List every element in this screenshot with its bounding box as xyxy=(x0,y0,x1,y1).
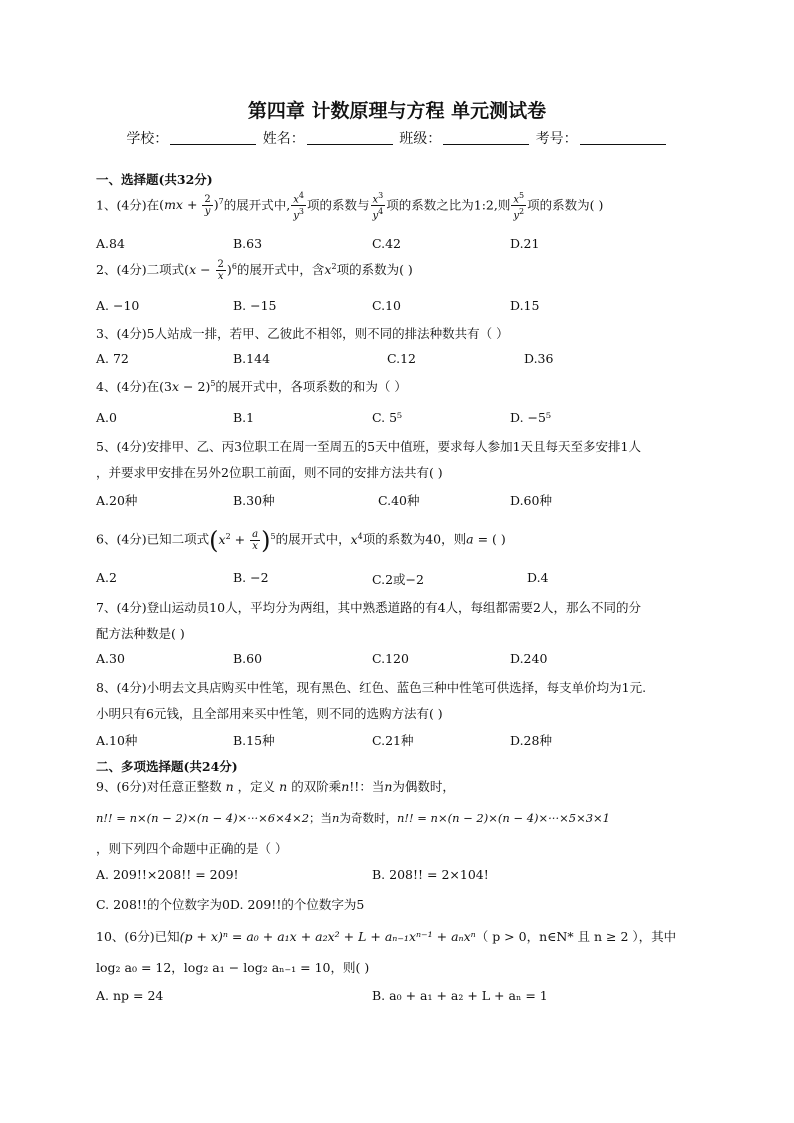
question-1: 1、(4分)在(mx + $\frac{2}{y}$ )$^7$的展开式中, $\frac{x^4}{y^3}$ 项的系数与 $\frac{x^3}{y^4}$ 项的系数之比为1:2,则 $\frac{x^5}{y^2}$ 项的系数为( ) xyxy=(96,191,604,222)
math-frac: $\frac{x^4}{y^3}$ xyxy=(293,191,304,222)
student-info-line xyxy=(0,128,794,148)
question-10-line2: log₂ a₀ = 12，log₂ a₁ − log₂ aₙ₋₁ = 10，则( ) xyxy=(96,960,370,975)
question-5-line2: ，并要求甲安排在另外2位职工前面，则不同的安排方法共有( ) xyxy=(96,465,443,480)
option-a[interactable]: A.2 xyxy=(96,570,117,585)
option-b[interactable]: B. −2 xyxy=(233,570,269,585)
option-b[interactable]: B.30种 xyxy=(233,493,275,508)
option-a[interactable]: A. 209!!×208!! = 209! xyxy=(96,867,239,882)
question-6: 6、(4分)已知二项式($x^2$ + $\frac{a}{x}$ )$^5$的展开式中，$x^4$项的系数为40，则a = ( ) xyxy=(96,526,506,554)
question-9-line3: ，则下列四个命题中正确的是（ ） xyxy=(96,841,288,856)
math-expr: (mx + $\frac{2}{y}$ )$^7$ xyxy=(159,194,224,218)
option-a[interactable]: A. np = 24 xyxy=(96,988,164,1003)
name-blank[interactable] xyxy=(307,132,393,145)
option-a[interactable]: A.20种 xyxy=(96,493,138,508)
option-b[interactable]: B.60 xyxy=(233,651,263,666)
option-a[interactable]: A. 72 xyxy=(96,351,129,366)
option-c[interactable]: C.40种 xyxy=(378,493,420,508)
option-a[interactable]: A.84 xyxy=(96,236,125,251)
option-c[interactable]: C.120 xyxy=(372,651,409,666)
option-d[interactable]: D.36 xyxy=(524,351,554,366)
option-d[interactable]: D.4 xyxy=(527,570,549,585)
option-c[interactable]: C.21种 xyxy=(372,733,414,748)
option-c[interactable]: C.2或−2 xyxy=(372,572,424,587)
option-d[interactable]: D.28种 xyxy=(510,733,552,748)
question-7-line1: 7、(4分)登山运动员10人，平均分为两组，其中熟悉道路的有4人，每组都需要2人，那么不同的分 xyxy=(96,600,641,615)
class-label: 班级： xyxy=(399,131,442,147)
option-b[interactable]: B.1 xyxy=(233,410,255,425)
school-blank[interactable] xyxy=(170,132,256,145)
exam-no-blank[interactable] xyxy=(580,132,666,145)
question-7-line2: 配方法种数是( ) xyxy=(96,626,185,641)
name-label: 姓名： xyxy=(262,131,305,147)
section-heading: 一、选择题(共32分) xyxy=(96,172,213,187)
question-8-line2: 小明只有6元钱，且全部用来买中性笔，则不同的选购方法有( ) xyxy=(96,706,443,721)
option-b[interactable]: B. 208!! = 2×104! xyxy=(372,867,489,882)
option-c[interactable]: C.12 xyxy=(387,351,416,366)
section-heading: 二、多项选择题(共24分) xyxy=(96,759,238,774)
option-b[interactable]: B. a₀ + a₁ + a₂ + L + aₙ = 1 xyxy=(372,988,548,1003)
exam-no-label: 考号： xyxy=(535,131,578,147)
page-title: 第四章 计数原理与方程 单元测试卷 xyxy=(247,100,547,122)
question-4: 4、(4分)在$(3x - 2)^5$的展开式中，各项系数的和为（ ） xyxy=(96,378,407,394)
math-expr: (x − $\frac{2}{x}$ )$^6$ xyxy=(184,259,237,282)
option-a[interactable]: A. −10 xyxy=(96,298,140,313)
question-8-line1: 8、(4分)小明去文具店购买中性笔，现有黑色、红色、蓝色三种中性笔可供选择，每支单价均为1元. xyxy=(96,680,647,695)
option-b[interactable]: B.15种 xyxy=(233,733,275,748)
option-d[interactable]: D.60种 xyxy=(510,493,552,508)
math-expr: ($x^2$ + $\frac{a}{x}$ )$^5$ xyxy=(209,526,276,554)
option-d[interactable]: D.15 xyxy=(510,298,540,313)
option-d[interactable]: D.21 xyxy=(510,236,540,251)
math-expr: $x^2$ xyxy=(324,261,337,277)
option-c[interactable]: C.10 xyxy=(372,298,401,313)
school-label: 学校： xyxy=(126,131,169,147)
option-c[interactable]: C.42 xyxy=(372,236,401,251)
question-9-line2: n!! = n×(n − 2)×(n − 4)×···×6×4×2；当n为奇数时，n!! = n×(n − 2)×(n − 4)×···×5×3×1 xyxy=(96,811,610,825)
math-expr: $x^4$ xyxy=(350,531,363,547)
math-expr: $(3x - 2)^5$ xyxy=(159,378,216,394)
question-2: 2、(4分)二项式(x − $\frac{2}{x}$ )$^6$的展开式中，含$x^2$项的系数为( ) xyxy=(96,259,413,282)
option-a[interactable]: A.30 xyxy=(96,651,125,666)
question-10-line1: 10、(6分)已知(p + x)ⁿ = a₀ + a₁x + a₂x² + L + aₙ₋₁xⁿ⁻¹ + aₙxⁿ（ p > 0，n∈N* 且 n ≥ 2 ），其中 xyxy=(96,929,677,944)
math-frac: $\frac{x^5}{y^2}$ xyxy=(513,191,525,222)
question-3: 3、(4分)5人站成一排，若甲、乙彼此不相邻，则不同的排法种数共有（ ） xyxy=(96,326,509,341)
math-frac: $\frac{x^3}{y^4}$ xyxy=(372,191,384,222)
option-a[interactable]: A.10种 xyxy=(96,733,138,748)
class-blank[interactable] xyxy=(443,132,529,145)
option-c[interactable]: C. 5⁵ xyxy=(372,410,403,425)
option-d[interactable]: D. −5⁵ xyxy=(510,410,551,425)
question-5-line1: 5、(4分)安排甲、乙、丙3位职工在周一至周五的5天中值班，要求每人参加1天且每天至多安排1人 xyxy=(96,439,641,454)
option-b[interactable]: B. −15 xyxy=(233,298,277,313)
option-c-d[interactable]: C. 208!!的个位数字为0D. 209!!的个位数字为5 xyxy=(96,897,365,912)
question-9-line1: 9、(6分)对任意正整数 n ，定义 n 的双阶乘n!!：当n为偶数时， xyxy=(96,779,455,794)
option-b[interactable]: B.144 xyxy=(233,351,271,366)
option-b[interactable]: B.63 xyxy=(233,236,263,251)
option-a[interactable]: A.0 xyxy=(96,410,117,425)
math-expr: a = xyxy=(466,531,493,547)
option-d[interactable]: D.240 xyxy=(510,651,548,666)
